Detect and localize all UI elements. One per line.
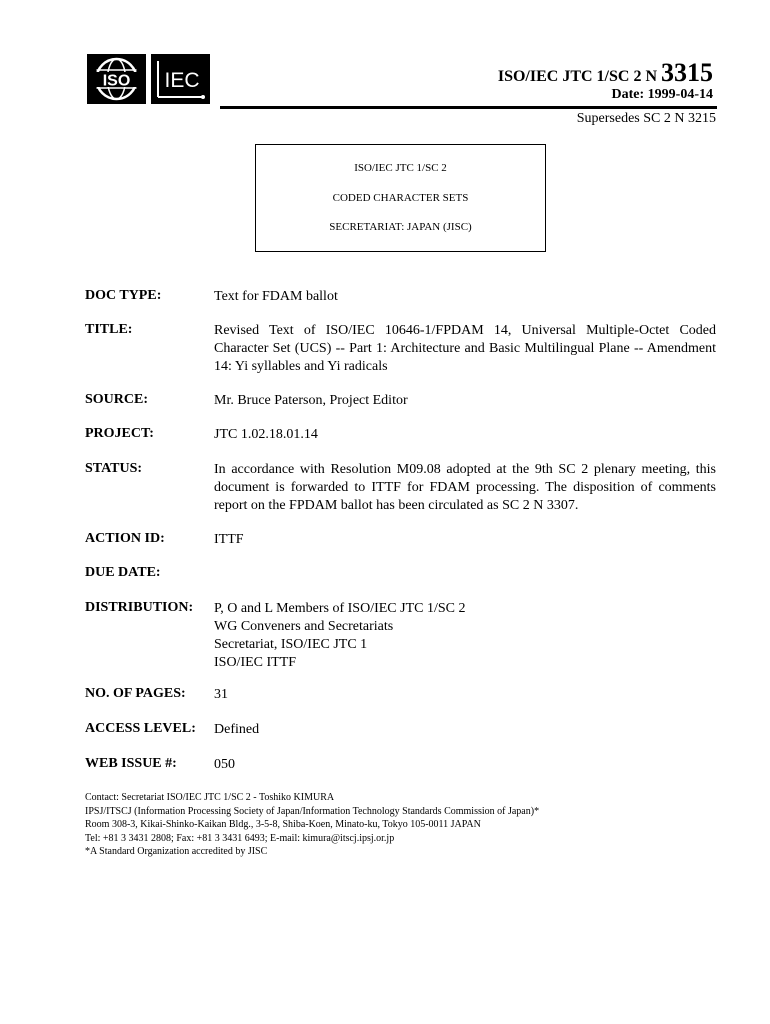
document-number	[498, 58, 713, 88]
committee-secretariat: SECRETARIAT: JAPAN (JISC)	[329, 221, 472, 233]
source-value: Mr. Bruce Paterson, Project Editor	[214, 393, 408, 408]
access-level-value: Defined	[214, 722, 260, 737]
iec-logo	[151, 54, 210, 104]
action-id-value: ITTF	[214, 532, 244, 547]
iso-logo-text: ISO	[102, 72, 131, 90]
doc-type-label: DOC TYPE:	[85, 288, 162, 303]
supersedes-note: Supersedes SC 2 N 3215	[576, 111, 716, 126]
web-issue-label: WEB ISSUE #:	[85, 756, 177, 771]
web-issue-value: 050	[214, 757, 235, 772]
contact-line: IPSJ/ITSCJ (Information Processing Society of Japan/Information Technology Standards Commission of Japan)*	[85, 805, 540, 817]
committee-info-box	[255, 144, 546, 252]
header-rule	[220, 106, 717, 109]
doc-type-value: Text for FDAM ballot	[214, 289, 338, 304]
contact-line: Room 308-3, Kikai-Shinko-Kaikan Bldg., 3-5-8, Shiba-Koen, Minato-ku, Tokyo 105-0011 JAPAN	[85, 819, 481, 831]
distribution-label: DISTRIBUTION:	[85, 600, 194, 615]
committee-name: ISO/IEC JTC 1/SC 2	[354, 162, 447, 174]
pages-label: NO. OF PAGES:	[85, 686, 186, 701]
action-id-label: ACTION ID:	[85, 531, 165, 546]
distribution-list	[214, 600, 716, 672]
distribution-item: P, O and L Members of ISO/IEC JTC 1/SC 2	[214, 601, 466, 616]
contact-line: Tel: +81 3 3431 2808; Fax: +81 3 3431 6493; E-mail: kimura@itscj.ipsj.or.jp	[85, 832, 395, 844]
title-value: Revised Text of ISO/IEC 10646-1/FPDAM 14, Universal Multiple-Octet Coded Character Set (UCS) -- Part 1: Architecture and Basic Multilingual Plane -- Amendment 14: Yi syllables and Yi radicals	[214, 323, 716, 374]
distribution-item: Secretariat, ISO/IEC JTC 1	[214, 637, 368, 652]
project-value: JTC 1.02.18.01.14	[214, 427, 318, 442]
access-level-label: ACCESS LEVEL:	[85, 721, 196, 736]
status-label: STATUS:	[85, 461, 143, 476]
status-value: In accordance with Resolution M09.08 adopted at the 9th SC 2 plenary meeting, this document is forwarded to ITTF for FDAM processing. The disposition of comments report on the FPDAM ballot has been circulated as SC 2 N 3307.	[214, 462, 716, 513]
document-number-prefix: ISO/IEC JTC 1/SC 2 N	[497, 68, 657, 85]
document-date: Date: 1999-04-14	[611, 87, 713, 102]
title-label: TITLE:	[85, 322, 133, 337]
project-label: PROJECT:	[85, 426, 154, 441]
iso-logo	[87, 54, 146, 104]
document-number-value: 3315	[661, 58, 713, 87]
contact-footer	[85, 791, 705, 859]
pages-value: 31	[214, 687, 228, 702]
iec-logo-text: IEC	[164, 69, 200, 92]
source-label: SOURCE:	[85, 392, 149, 407]
distribution-item: WG Conveners and Secretariats	[214, 619, 394, 634]
contact-line: Contact: Secretariat ISO/IEC JTC 1/SC 2 - Toshiko KIMURA	[85, 792, 335, 803]
contact-line: *A Standard Organization accredited by JISC	[85, 846, 268, 858]
committee-scope: CODED CHARACTER SETS	[332, 192, 469, 204]
due-date-label: DUE DATE:	[85, 565, 161, 580]
distribution-item: ISO/IEC ITTF	[214, 655, 297, 670]
